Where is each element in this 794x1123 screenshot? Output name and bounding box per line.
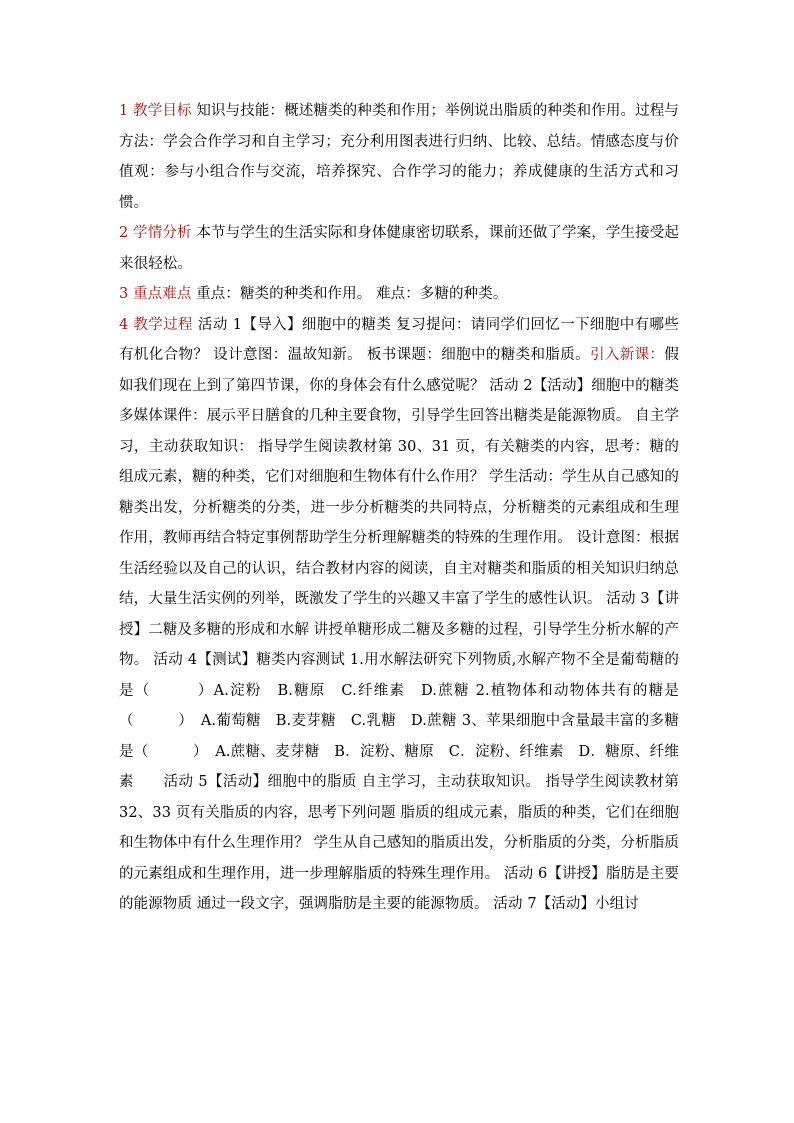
section-text: 重点：糖类的种类和作用。 难点：多糖的种类。 [191,286,508,302]
section-text: 活动 1【导入】细胞中的糖类 复习提问：请同学们回忆一下细胞中有哪些有机化合物？ 设计意图：温故知新。 板书课题：细胞中的糖类和脂质。 [119,316,679,363]
section-text-continued: 假如我们现在上到了第四节课，你的身体会有什么感觉呢？ 活动 2【活动】细胞中的糖类 多媒体课件：展示平日膳食的几种主要食物，引导学生回答出糖类是能源物质。 自主学习，主动获取知识： 指导学生阅读教材第 30、31 页，有关糖类的内容，思考：糖的组成元素，糖的种类，它们对细胞和生物体有什么作用？ 学生活动：学生从自己感知的糖类出发，分析糖类的分类，进一步分析糖类的共同特点，分析糖类的元素组成和生理作用，教师再结合特定事例帮助学生分析理解糖类的特殊的生理作用。 设计意图：根据生活经验以及自己的认识，结合教材内容的阅读，自主对糖类和脂质的相关知识归纳总结，大量生活实例的列举，既激发了学生的兴趣又丰富了学生的感性认识。 活动 3【讲授】二糖及多糖的形成和水解 讲授单糖形成二糖及多糖的过程，引导学生分析水解的产物。 活动 4【测试】糖类内容测试 1.用水解法研究下列物质,水解产物不全是葡萄糖的是（ ）A.淀粉 B.糖原 C.纤维素 D.蔗糖 2.植物体和动物体共有的糖是（ ） A.葡萄糖 B.麦芽糖 C.乳糖 D.蔗糖 3、苹果细胞中含量最丰富的多糖是（ ） A.蔗糖、麦芽糖 B．淀粉、糖原 C．淀粉、纤维素 D．糖原、纤维素 活动 5【活动】细胞中的脂质 自主学习，主动获取知识。 指导学生阅读教材第 32、33 页有关脂质的内容，思考下列问题 脂质的组成元素，脂质的种类，它们在细胞和生物体中有什么生理作用？ 学生从自己感知的脂质出发，分析脂质的分类，分析脂质的元素组成和生理作用，进一步理解脂质的特殊生理作用。 活动 6【讲授】脂肪是主要的能源物质 通过一段文字，强调脂肪是主要的能源物质。 活动 7【活动】小组讨 [119,347,680,912]
section-learner-analysis [119,218,679,279]
section-text: 本节与学生的生活实际和身体健康密切联系，课前还做了学案，学生接受起来很轻松。 [119,225,679,272]
section-heading: 4 教学过程 [119,316,193,333]
document-body [119,96,679,920]
section-teaching-process [119,310,679,920]
section-heading: 3 重点难点 [119,286,192,302]
section-teaching-objectives [119,96,679,218]
section-heading: 1 教学目标 [119,103,192,119]
highlighted-phrase: 引入新课： [590,347,665,363]
section-key-difficult-points [119,279,679,310]
section-text: 知识与技能：概述糖类的种类和作用；举例说出脂质的种类和作用。过程与方法：学会合作学习和自主学习；充分利用图表进行归纳、比较、总结。情感态度与价值观：参与小组合作与交流，培养探究、合作学习的能力；养成健康的生活方式和习惯。 [119,103,679,211]
section-heading: 2 学情分析 [119,225,192,241]
